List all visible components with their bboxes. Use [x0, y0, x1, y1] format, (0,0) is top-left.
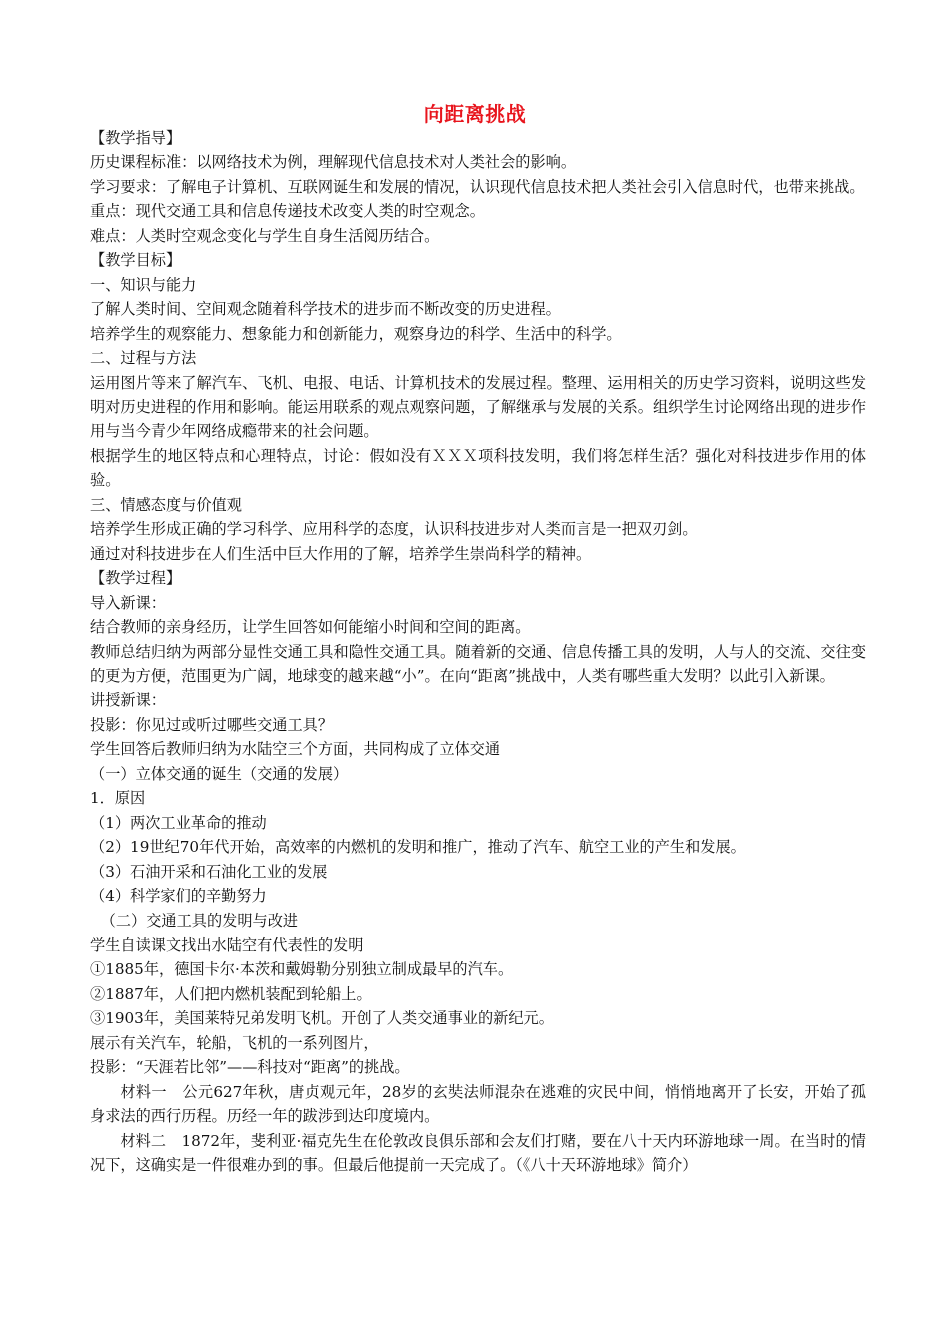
- section-heading: 【教学过程】: [90, 569, 182, 588]
- list-item: ③1903年，美国莱特兄弟发明飞机。开创了人类交通事业的新纪元。: [90, 1009, 554, 1028]
- material-paragraph: 材料一 公元627年秋，唐贞观元年，28岁的玄奘法师混杂在逃难的灾民中间，悄悄地离开了长安，开始了孤身求法的西行历程。历经一年的跋涉到达印度境内。: [90, 1082, 866, 1126]
- list-item: （4）科学家们的辛勤努力: [90, 887, 267, 906]
- paragraph: 运用图片等来了解汽车、飞机、电报、电话、计算机技术的发展过程。整理、运用相关的历史学习资料，说明这些发明对历史进程的作用和影响。能运用联系的观点观察问题，了解继承与发展的关系。组织学生讨论网络出现的进步作用与当今青少年网络成瘾带来的社会问题。: [90, 373, 866, 441]
- paragraph: 培养学生的观察能力、想象能力和创新能力，观察身边的科学、生活中的科学。: [90, 324, 622, 343]
- subsection-heading: 三、情感态度与价值观: [90, 495, 242, 514]
- paragraph: 通过对科技进步在人们生活中巨大作用的了解，培养学生崇尚科学的精神。: [90, 544, 592, 563]
- paragraph: 了解人类时间、空间观念随着科学技术的进步而不断改变的历史进程。: [90, 300, 561, 319]
- paragraph: 讲授新课：: [90, 691, 166, 710]
- paragraph: 学生自读课文找出水陆空有代表性的发明: [90, 935, 364, 954]
- document-body: [90, 126, 866, 1177]
- list-item: （3）石油开采和石油化工业的发展: [90, 862, 328, 881]
- subsection-heading: （二）交通工具的发明与改进: [100, 911, 299, 930]
- paragraph: 结合教师的亲身经历，让学生回答如何能缩小时间和空间的距离。: [90, 618, 531, 637]
- paragraph: 教师总结归纳为两部分显性交通工具和隐性交通工具。随着新的交通、信息传播工具的发明，人与人的交流、交往变的更为方便，范围更为广阔，地球变的越来越“小”。在向“距离”挑战中，人类有哪些重大发明？以此引入新课。: [90, 642, 866, 685]
- paragraph: 投影：你见过或听过哪些交通工具？: [90, 715, 333, 734]
- paragraph: 展示有关汽车，轮船，飞机的一系列图片，: [90, 1033, 379, 1052]
- material-paragraph: 材料二 1872年，斐利亚·福克先生在伦敦改良俱乐部和会友们打赌，要在八十天内环游地球一周。在当时的情况下，这确实是一件很难办到的事。但最后他提前一天完成了。（《八十天环游地球》简介）: [90, 1131, 866, 1175]
- section-heading: 【教学目标】: [90, 251, 182, 270]
- list-item: ①1885年，德国卡尔·本茨和戴姆勒分别独立制成最早的汽车。: [90, 960, 514, 979]
- document-title: 向距离挑战: [423, 102, 527, 126]
- paragraph: 学生回答后教师归纳为水陆空三个方面，共同构成了立体交通: [90, 740, 501, 759]
- section-heading: 【教学指导】: [90, 129, 182, 147]
- list-item: （2）19世纪70年代开始，高效率的内燃机的发明和推广，推动了汽车、航空工业的产生和发展。: [90, 838, 746, 857]
- subsection-heading: 一、知识与能力: [90, 275, 197, 294]
- paragraph: 导入新课：: [90, 593, 166, 612]
- paragraph: 学习要求：了解电子计算机、互联网诞生和发展的情况，认识现代信息技术把人类社会引入信息时代，也带来挑战。: [90, 177, 865, 196]
- subsection-heading: 二、过程与方法: [90, 349, 197, 368]
- subsection-heading: （一）立体交通的诞生（交通的发展）: [90, 764, 349, 783]
- list-item: 1．原因: [90, 789, 146, 808]
- paragraph: 难点：人类时空观念变化与学生自身生活阅历结合。: [90, 226, 440, 245]
- paragraph: 重点：现代交通工具和信息传递技术改变人类的时空观念。: [90, 202, 485, 221]
- paragraph: 投影：“天涯若比邻”——科技对“距离”的挑战。: [90, 1058, 410, 1077]
- paragraph: 培养学生形成正确的学习科学、应用科学的态度，认识科技进步对人类而言是一把双刃剑。: [90, 520, 698, 539]
- paragraph: 历史课程标准：以网络技术为例，理解现代信息技术对人类社会的影响。: [90, 153, 576, 172]
- list-item: （1）两次工业革命的推动: [90, 813, 267, 832]
- paragraph: 根据学生的地区特点和心理特点，讨论：假如没有ＸＸＸ项科技发明，我们将怎样生活？强化对科技进步作用的体验。: [90, 446, 866, 490]
- list-item: ②1887年，人们把内燃机装配到轮船上。: [90, 984, 372, 1003]
